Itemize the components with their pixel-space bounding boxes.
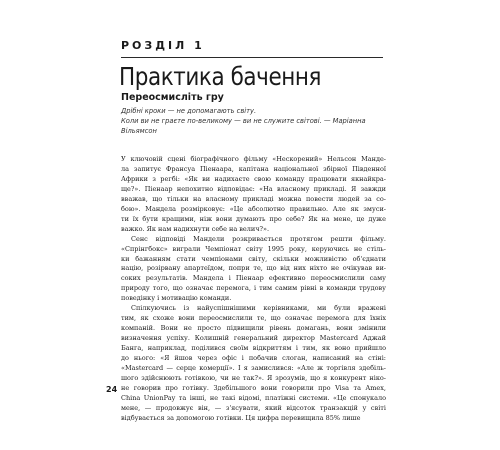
paragraph-line: Сенс відповіді Мандели розкривається протягом решти фільму. bbox=[131, 234, 386, 243]
paragraph-line: ти їх бути кращими, ніж вони думають про себе? Як на мене, це дуже bbox=[121, 214, 386, 223]
paragraph-line: компаній. Вони не просто підвищили рівень домагань, вони змінили bbox=[121, 324, 386, 333]
section-divider bbox=[121, 57, 383, 58]
paragraph-line: до нього: «Я йшов через офіс і побачив слоган, написаний на стіні: bbox=[121, 354, 386, 363]
paragraph-line: шого здійснюють готівкою, чи не так?». Я зрозумів, що я конкурент ніко- bbox=[121, 373, 386, 382]
section-label: РОЗДІЛ 1 bbox=[121, 39, 205, 52]
paragraph-line: бою». Мандела розмірковує: «Це абсолютно правильно. Але як змуси- bbox=[121, 204, 386, 213]
epigraph-line: Дрібні кроки — не допомагають світу. bbox=[121, 107, 257, 115]
chapter-subtitle: Переосмисліть гру bbox=[121, 92, 224, 103]
epigraph-line: Коли ви не граєте по-великому — ви не служите світові. — Маріанна bbox=[121, 117, 366, 125]
paragraph-line: У ключовій сцені біографічного фільму «Нескорений» Нельсон Манде- bbox=[121, 155, 386, 163]
paragraph-line: відбувається за допомогою готівки. Ця цифра перевищила 85% лише bbox=[121, 413, 361, 422]
epigraph bbox=[121, 106, 391, 136]
paragraph-line: China UnionPay та інші, не такі відомі, платіжні системи. «Це спонукало bbox=[121, 393, 386, 402]
paragraph-line: Спілкуючись із найуспішнішими керівниками, ми були вражені bbox=[131, 304, 386, 313]
paragraph-line: мене, — продовжує він, — з'ясувати, який відсоток транзакцій у світі bbox=[121, 403, 386, 412]
page-number: 24 bbox=[106, 385, 118, 394]
body-text bbox=[121, 155, 386, 424]
paragraph-line: Банга, наприклад, поділився своїм відкриттям і тим, як воно прийшло bbox=[121, 344, 386, 353]
paragraph-line: тим, як схоже вони переосмислили те, що означає перемога для їхніх bbox=[121, 314, 386, 323]
paragraph-line: «Спрінгбокс» виграли Чемпіонат світу 1995 року, керуючись не стіль- bbox=[121, 244, 386, 253]
chapter-title: Практика бачення bbox=[119, 62, 322, 91]
paragraph-line: Африки з регбі: «Як ви надихаєте свою команду працювати якнайкра- bbox=[121, 174, 386, 183]
paragraph-line: природу того, що означає перемога, і тим самим рівні в команди трудову bbox=[121, 284, 386, 293]
paragraph-line: ще?». Піенаар непохитно відповідає: «На власному прикладі. Я завжди bbox=[121, 184, 386, 193]
paragraph-line: не говорив про готівку. Здебільшого вони говорили про Visa та Amex, bbox=[121, 383, 386, 392]
paragraph-line: важко. Як нам надихнути себе на велич?». bbox=[121, 224, 270, 233]
paragraph-line: соких результатів. Мандела і Піенаар ефективно переосмислили саму bbox=[121, 274, 386, 283]
paragraph-line: «Mastercard — серце комерції». І я замислився: «Але ж торгівля здебіль- bbox=[121, 364, 386, 373]
paragraph-line: ки бажанням стати чемпіонами світу, скільки можливістю об'єднати bbox=[121, 254, 386, 263]
paragraph-line: ла запитує Франсуа Піенаара, капітана національної збірної Південної bbox=[121, 164, 386, 173]
paragraph-line: націю, розірвану апартеїдом, попри те, що від них ніхто не очікував ви- bbox=[121, 264, 386, 273]
paragraph-line: вважав, що тільки на власному прикладі можна повести людей за со- bbox=[121, 194, 386, 203]
paragraph-line: поведінку і мотивацію команди. bbox=[121, 294, 232, 303]
epigraph-line: Вільямсон bbox=[121, 127, 157, 135]
paragraph-line: визначення успіху. Колишній генеральний директор Mastercard Аджай bbox=[121, 334, 386, 343]
